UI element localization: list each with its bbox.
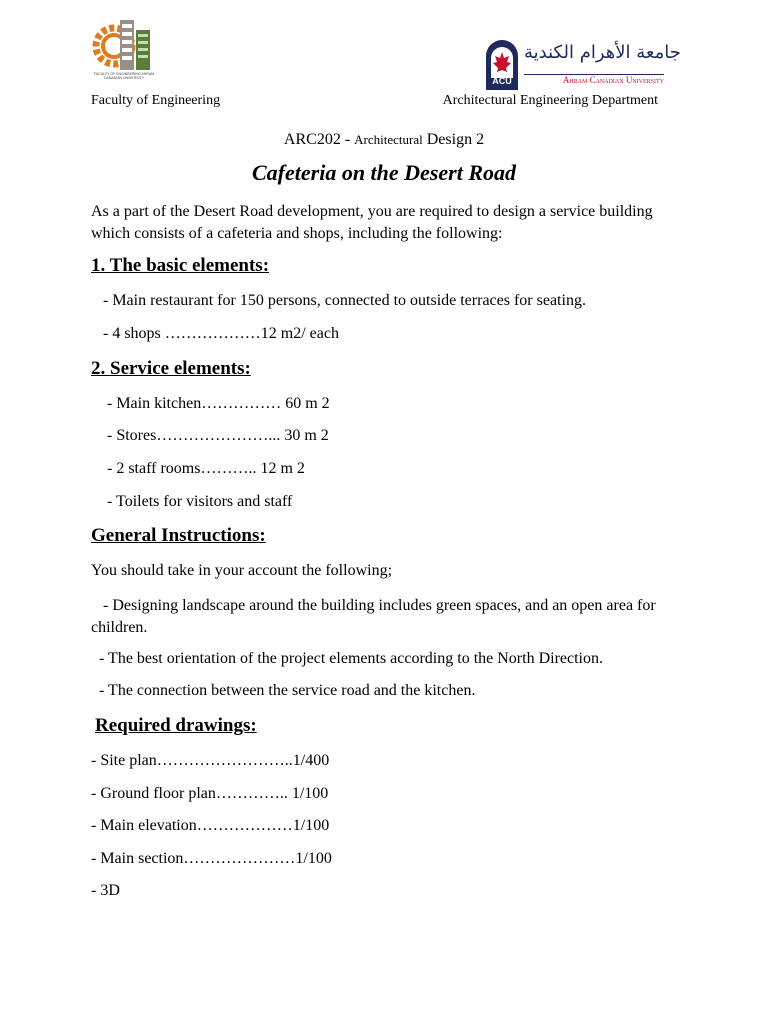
section-heading-general: General Instructions:	[91, 525, 266, 546]
list-item: - Stores…………………... 30 m 2	[107, 427, 329, 444]
list-item: - Designing landscape around the building includes green spaces, and an open area for children.	[91, 597, 656, 636]
university-arabic-name: جامعة الأهرام الكندية	[524, 42, 681, 63]
list-item: - Ground floor plan………….. 1/100	[91, 785, 329, 802]
list-item: - Site plan……………………..1/400	[91, 752, 330, 769]
header-department: Architectural Engineering Department	[442, 93, 658, 108]
university-logo-mark: ACU	[492, 76, 512, 86]
section-heading-basic: 1. The basic elements:	[91, 255, 270, 276]
header-faculty: Faculty of Engineering	[91, 93, 221, 108]
faculty-logo	[92, 14, 156, 88]
list-item: - 3D	[91, 882, 120, 899]
section-heading-drawings: Required drawings:	[95, 715, 257, 736]
university-logo	[482, 38, 681, 92]
intro-paragraph: As a part of the Desert Road development, you are required to design a service building which consists of a cafeteria and shops, including the following:	[91, 203, 653, 242]
list-item: - Toilets for visitors and staff	[107, 493, 293, 510]
faculty-logo-text: FACULTY OF ENGINEERING AHRAM CANADIAN UNIVERSITY	[93, 72, 155, 80]
course-code-suffix: Design 2	[422, 131, 485, 148]
university-english-name: Ahram Canadian University	[524, 74, 664, 85]
list-item: - Main section…………………1/100	[91, 850, 332, 867]
instructions-lead: You should take in your account the following;	[91, 562, 393, 579]
course-code-prefix: ARC202 -	[283, 131, 355, 148]
list-item: - 2 staff rooms……….. 12 m 2	[107, 460, 305, 477]
list-item: - Main restaurant for 150 persons, connected to outside terraces for seating.	[103, 292, 586, 309]
list-item: - Main kitchen…………… 60 m 2	[107, 395, 330, 412]
course-code-word: Architectural	[354, 132, 423, 147]
list-item: - The best orientation of the project elements according to the North Direction.	[99, 650, 603, 667]
list-item: - Main elevation………………1/100	[91, 817, 330, 834]
list-item: - 4 shops ………………12 m2/ each	[103, 325, 339, 342]
list-item: - The connection between the service road and the kitchen.	[99, 682, 476, 699]
section-heading-service: 2. Service elements:	[91, 358, 251, 379]
page-title: Cafeteria on the Desert Road	[252, 160, 516, 185]
course-code	[0, 131, 768, 149]
